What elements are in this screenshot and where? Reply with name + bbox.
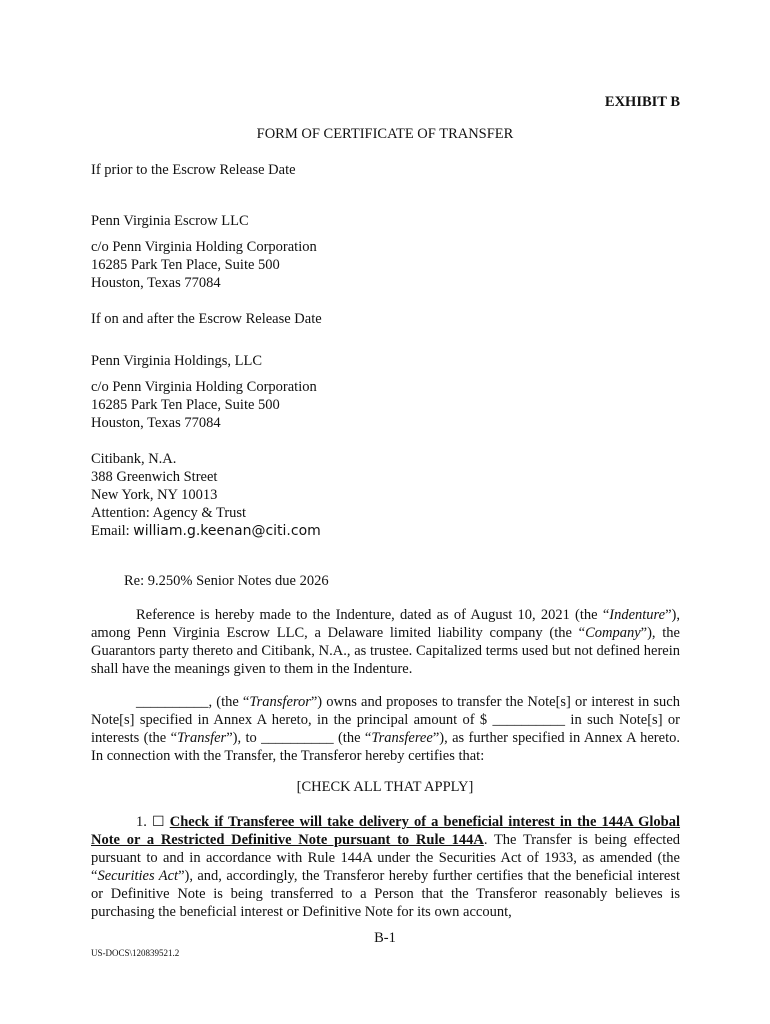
transfer-paragraph: __________, (the “Transferor”) owns and proposes to transfer the Note[s] or interest in such Note[s] specified in Annex A hereto, in the principal amount of $ __________ in such Note[s] or interests (the “Transfer”), to __________ (the “Transferee”), as further specified in Annex A hereto. In connection with the Transfer, the Transferor hereby certifies that:	[91, 694, 680, 764]
item-1-paragraph: 1. ☐ Check if Transferee will take delivery of a beneficial interest in the 144A Global Note or a Restricted Definitive Note pursuant to Rule 144A. The Transfer is being effected pursuant to and in accordance with Rule 144A under the Securities Act of 1933, as amended (the “Securities Act”), and, accordingly, the Transferor hereby further certifies that the beneficial interest or Definitive Note is being transferred to a Person that the Transferor reasonably believes is purchasing the beneficial interest or Definitive Note for its own account,	[91, 814, 681, 920]
trustee-address-block	[91, 450, 321, 540]
address-line: Houston, Texas 77084	[91, 275, 221, 291]
address-line: c/o Penn Virginia Holding Corporation	[91, 239, 317, 255]
holdings-entity-name: Penn Virginia Holdings, LLC	[91, 353, 262, 369]
escrow-entity-name: Penn Virginia Escrow LLC	[91, 213, 249, 229]
trustee-line: 388 Greenwich Street	[91, 469, 218, 485]
section-heading-prior: If prior to the Escrow Release Date	[91, 162, 296, 178]
page-number: B-1	[374, 930, 396, 946]
address-line: 16285 Park Ten Place, Suite 500	[91, 257, 280, 273]
item-number: 1.	[136, 814, 147, 830]
check-all-heading: [CHECK ALL THAT APPLY]	[296, 779, 474, 795]
reference-paragraph: Reference is hereby made to the Indenture, dated as of August 10, 2021 (the “Indenture”), among Penn Virginia Escrow LLC, a Delaware limited liability company (the “Company”), the Guarantors party thereto and Citibank, N.A., as trustee. Capitalized terms used but not defined herein shall have the meanings given to them in the Indenture.	[91, 607, 680, 677]
address-block-1	[91, 238, 317, 292]
email-label: Email:	[91, 523, 134, 539]
address-block-2	[91, 378, 317, 432]
address-line: c/o Penn Virginia Holding Corporation	[91, 379, 317, 395]
item-1-heading: Check if Transferee will take delivery of a beneficial interest in the 144A Global Note or a Restricted Definitive Note pursuant to Rule 144A	[91, 814, 681, 848]
email-link[interactable]: william.g.keenan@citi.com	[133, 523, 321, 539]
document-id: US-DOCS\120839521.2	[91, 948, 180, 958]
re-line: Re: 9.250% Senior Notes due 2026	[124, 573, 329, 589]
address-line: Houston, Texas 77084	[91, 415, 221, 431]
trustee-line: Citibank, N.A.	[91, 451, 177, 467]
trustee-line: New York, NY 10013	[91, 487, 218, 503]
exhibit-label: EXHIBIT B	[604, 94, 680, 110]
trustee-line: Attention: Agency & Trust	[91, 505, 247, 521]
email-line	[91, 522, 321, 540]
item-1-checkbox[interactable]: ☐	[152, 814, 165, 830]
form-title: FORM OF CERTIFICATE OF TRANSFER	[256, 126, 514, 142]
address-line: 16285 Park Ten Place, Suite 500	[91, 397, 280, 413]
section-heading-after: If on and after the Escrow Release Date	[91, 311, 322, 327]
